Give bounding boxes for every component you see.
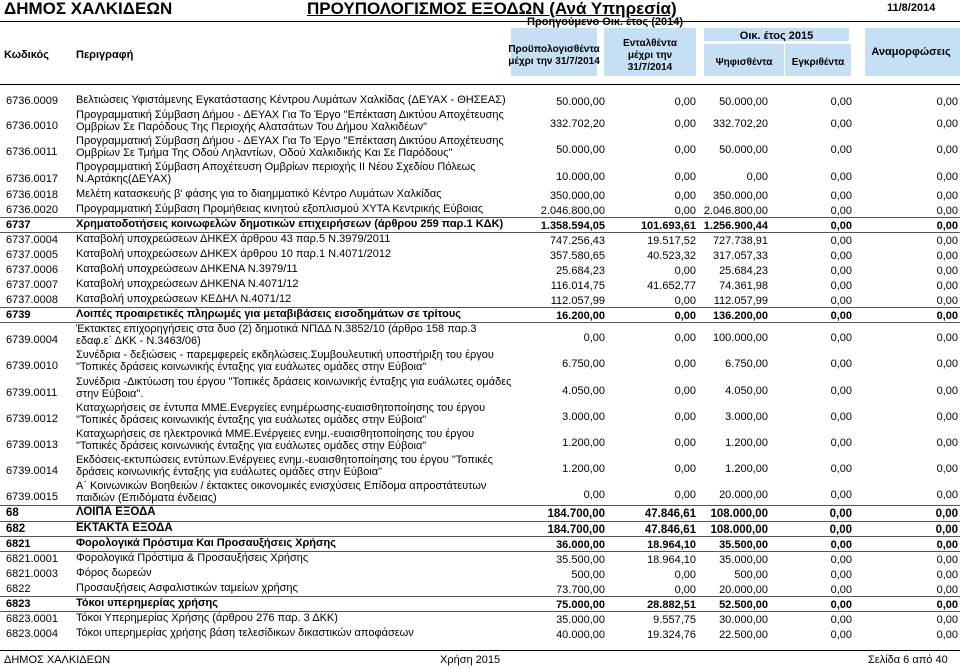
row-code: 6736.0020 — [6, 203, 58, 216]
row-code: 6821.0003 — [6, 567, 58, 580]
row-voted-value: 112.057,99 — [713, 295, 768, 308]
col-approved-header: Εγκριθέντα — [791, 57, 845, 68]
row-budget-value: 16.200,00 — [556, 310, 605, 323]
row-budget-value: 25.684,23 — [556, 264, 605, 277]
row-code: 6739.0012 — [6, 412, 58, 425]
row-budget-value: 184.700,00 — [547, 508, 605, 521]
row-description: παιδιών (Επιδόματα ένδειας) — [76, 492, 217, 505]
row-code: 6736.0009 — [6, 95, 58, 107]
row-revisions-value: 0,00 — [936, 144, 958, 157]
row-voted-value: 500,00 — [734, 568, 768, 581]
table-row — [0, 218, 960, 233]
table-row — [0, 233, 960, 248]
row-ordered-value: 0,00 — [674, 189, 696, 202]
row-revisions-value: 0,00 — [936, 463, 958, 476]
row-code: 6739 — [6, 309, 31, 322]
row-revisions-value: 0,00 — [936, 279, 958, 292]
row-approved-value: 0,00 — [830, 613, 852, 626]
row-description: Ομβρίων Σε Παρόδους Της Περιοχής Αλατσάτων Του Δήμου Χαλκιδέων" — [76, 121, 428, 134]
row-description: Λοιπές προαιρετικές πληρωμές για μεταβιβάσεις εισοδημάτων σε τρίτους — [76, 308, 461, 321]
table-row — [0, 135, 960, 161]
col-revisions-header: Αναμορφώσεις — [871, 46, 951, 58]
table-row — [0, 293, 960, 308]
row-approved-value: 0,00 — [830, 628, 852, 641]
table-row — [0, 480, 960, 506]
row-approved-value: 0,00 — [830, 249, 852, 262]
col-code-header: Κωδικός — [4, 49, 49, 61]
footer-year: Χρήση 2015 — [440, 654, 501, 666]
row-ordered-value: 19.324,76 — [647, 628, 696, 641]
row-description: Τόκοι υπερημερίας χρήσης — [76, 596, 218, 609]
row-budget-value: 50.000,00 — [556, 96, 605, 108]
row-voted-value: 0,00 — [746, 170, 768, 183]
row-code: 6739.0011 — [6, 386, 58, 399]
row-revisions-value: 0,00 — [936, 189, 958, 202]
row-revisions-value: 0,00 — [936, 234, 958, 247]
row-ordered-value: 0,00 — [674, 96, 696, 108]
row-budget-value: 1.200,00 — [562, 437, 605, 449]
row-description: στην Εύβοια". — [76, 387, 144, 400]
col-desc-header: Περιγραφή — [76, 49, 134, 61]
row-code: 6737.0004 — [6, 233, 58, 246]
row-code: 682 — [6, 522, 26, 535]
row-description: Προγραμματική Σύμβαση Αποχέτευση Ομβρίων περιοχής ΙΙ Νέου Σχεδίου Πόλεως — [76, 161, 476, 174]
row-code: 6821.0001 — [6, 552, 58, 565]
row-ordered-value: 0,00 — [674, 568, 696, 581]
row-budget-value: 357.580,65 — [549, 249, 605, 262]
row-voted-value: 108.000,00 — [710, 523, 768, 536]
row-budget-value: 50.000,00 — [556, 144, 605, 157]
row-voted-value: 1.200,00 — [725, 437, 768, 449]
row-ordered-value: 0,00 — [674, 358, 696, 371]
table-row — [0, 94, 960, 109]
row-budget-value: 1.358.594,05 — [540, 219, 605, 232]
row-budget-value: 0,00 — [583, 489, 605, 502]
header-rule — [0, 21, 960, 22]
row-ordered-value: 47.846,61 — [644, 508, 696, 521]
row-revisions-value: 0,00 — [935, 523, 958, 536]
row-description: Μελέτη κατασκευής β' φάσης για το διαημματικό Κέντρο Λυμάτων Χαλκίδας — [76, 187, 442, 200]
row-approved-value: 0,00 — [830, 96, 852, 108]
row-voted-value: 136.200,00 — [712, 310, 768, 323]
row-budget-value: 35.000,00 — [556, 613, 605, 626]
row-voted-value: 350.000,00 — [712, 189, 768, 202]
row-description: Βελτιώσεις Υφιστάμενης Εγκατάστασης Κέντρου Λυμάτων Χαλκίδας (ΔΕΥΑΧ - ΘΗΣΕΑΣ) — [76, 94, 506, 106]
row-description: Καταβολή υποχρεώσεων ΚΕΔΗΛ Ν.4071/12 — [76, 293, 292, 306]
row-ordered-value: 40.523,32 — [647, 249, 696, 262]
row-revisions-value: 0,00 — [936, 332, 958, 345]
table-row — [0, 203, 960, 218]
row-description: "Τοπικές δράσεις κοινωνικής ένταξης για ευάλωτες ομάδες στην Εύβοια" — [76, 413, 427, 426]
row-description: Φόρος δωρεών — [76, 566, 152, 579]
col-voted-header: Ψηφισθέντα — [715, 57, 773, 68]
row-description: Προγραμματική Σύμβαση Δήμου - ΔΕΥΑΧ Για Το Έργο "Επέκταση Δικτύου Αποχέτευσης — [76, 109, 504, 122]
row-revisions-value: 0,00 — [936, 384, 958, 397]
row-description: δράσεις κοινωνικής ένταξης για ευάλωτες ομάδες στην Εύβοια" — [76, 466, 383, 479]
table-row — [0, 188, 960, 203]
row-approved-value: 0,00 — [830, 489, 852, 502]
row-voted-value: 727.738,91 — [712, 234, 768, 247]
row-approved-value: 0,00 — [830, 437, 852, 449]
row-revisions-value: 0,00 — [936, 489, 958, 502]
row-approved-value: 0,00 — [829, 508, 852, 521]
footer-page: Σελίδα 6 από 40 — [868, 654, 948, 666]
row-ordered-value: 0,00 — [674, 583, 696, 596]
row-approved-value: 0,00 — [830, 553, 852, 566]
row-budget-value: 2.046.800,00 — [540, 204, 605, 217]
row-ordered-value: 0,00 — [674, 410, 696, 423]
row-approved-value: 0,00 — [830, 279, 852, 292]
row-ordered-value: 19.517,52 — [647, 234, 696, 247]
row-code: 6736.0017 — [6, 172, 58, 185]
row-voted-value: 50.000,00 — [719, 144, 768, 157]
table-row — [0, 109, 960, 135]
prev-year-label: Προηγούμενο Οικ. έτος (2014) — [527, 16, 683, 28]
footer-rule — [0, 650, 960, 651]
row-budget-value: 40.000,00 — [556, 628, 605, 641]
row-ordered-value: 101.693,61 — [640, 219, 696, 232]
row-approved-value: 0,00 — [830, 538, 852, 551]
table-row — [0, 582, 960, 597]
row-revisions-value: 0,00 — [936, 538, 958, 551]
row-voted-value: 2.046.800,00 — [703, 204, 768, 217]
row-budget-value: 500,00 — [571, 568, 605, 581]
row-budget-value: 36.000,00 — [556, 538, 605, 551]
row-ordered-value: 0,00 — [674, 437, 696, 449]
row-budget-value: 184.700,00 — [547, 523, 605, 536]
group-rule — [0, 596, 960, 597]
curr-year-label: Οικ. έτος 2015 — [739, 30, 814, 42]
row-description: Εκδόσεις-εκτυπώσεις εντύπων.Ενέργειες ενημ.-ευαισθητοποίησης του έργου "Τοπικές — [76, 454, 493, 467]
row-revisions-value: 0,00 — [936, 583, 958, 596]
row-approved-value: 0,00 — [829, 523, 852, 536]
row-ordered-value: 0,00 — [674, 295, 696, 308]
page-title-left: ΔΗΜΟΣ ΧΑΛΚΙΔΕΩΝ — [4, 0, 173, 18]
col-ordered-header: Ενταλθέντα μέχρι την 31/7/2014 — [623, 38, 677, 73]
row-budget-value: 10.000,00 — [556, 170, 605, 183]
row-approved-value: 0,00 — [830, 410, 852, 423]
row-budget-value: 1.200,00 — [562, 463, 605, 476]
row-approved-value: 0,00 — [830, 264, 852, 277]
row-ordered-value: 47.846,61 — [644, 523, 696, 536]
row-revisions-value: 0,00 — [936, 613, 958, 626]
row-code: 6736.0011 — [6, 146, 58, 159]
row-code: 6736.0018 — [6, 188, 58, 201]
table-row — [0, 454, 960, 480]
table-row — [0, 506, 960, 521]
row-revisions-value: 0,00 — [936, 264, 958, 277]
row-revisions-value: 0,00 — [936, 358, 958, 371]
row-voted-value: 52.500,00 — [719, 598, 768, 611]
row-ordered-value: 0,00 — [674, 384, 696, 397]
table-row — [0, 612, 960, 627]
row-description: Καταβολή υποχρεώσεων ΔΗΚΕΧ άρθρου 10 παρ.1 Ν.4071/2012 — [76, 247, 392, 260]
row-budget-value: 332.702,20 — [549, 118, 605, 131]
row-revisions-value: 0,00 — [936, 553, 958, 566]
row-code: 6736.0010 — [6, 120, 58, 133]
row-approved-value: 0,00 — [830, 463, 852, 476]
row-approved-value: 0,00 — [830, 384, 852, 397]
row-revisions-value: 0,00 — [936, 437, 958, 449]
row-voted-value: 35.000,00 — [719, 553, 768, 566]
row-code: 6739.0015 — [6, 491, 58, 504]
row-code: 6823.0004 — [6, 627, 58, 640]
row-code: 6737.0005 — [6, 248, 58, 261]
table-row — [0, 567, 960, 582]
row-revisions-value: 0,00 — [936, 219, 958, 232]
row-revisions-value: 0,00 — [936, 204, 958, 217]
row-voted-value: 35.500,00 — [719, 538, 768, 551]
table-row — [0, 349, 960, 375]
row-description: Συνέδρια - δεξιώσεις - παρεμφερείς εκδηλώσεις.Συμβουλευτική υποστήριξη του έργου — [76, 349, 494, 362]
row-description: Α΄ Κοινωνικών Βοηθειών / έκτακτες οικονομικές ενισχύσεις Επίδομα απροστάτευτων — [76, 480, 487, 493]
row-code: 6737.0006 — [6, 263, 58, 276]
row-approved-value: 0,00 — [830, 310, 852, 323]
row-code: 6823 — [6, 597, 31, 610]
row-revisions-value: 0,00 — [935, 508, 958, 521]
row-ordered-value: 0,00 — [674, 144, 696, 157]
row-voted-value: 20.000,00 — [719, 489, 768, 502]
row-code: 6739.0014 — [6, 465, 58, 478]
row-description: Φορολογικά Πρόστιμα & Προσαυξήσεις Χρήσης — [76, 551, 309, 564]
row-code: 6739.0013 — [6, 439, 58, 451]
row-voted-value: 332.702,20 — [712, 118, 768, 131]
row-voted-value: 3.000,00 — [725, 410, 768, 423]
row-approved-value: 0,00 — [830, 583, 852, 596]
row-approved-value: 0,00 — [830, 234, 852, 247]
row-revisions-value: 0,00 — [936, 628, 958, 641]
row-voted-value: 30.000,00 — [719, 613, 768, 626]
table-row — [0, 323, 960, 349]
row-description: Χρηματοδοτήσεις κοινωφελών δημοτικών επιχειρήσεων (άρθρου 259 παρ.1 ΚΔΚ) — [76, 217, 504, 230]
row-description: Ομβρίων Σε Τμήμα Της Οδού Ληλαντίων, Οδού Χαλκιδικής Και Σε Παρόδους" — [76, 147, 453, 160]
group-rule — [0, 307, 960, 308]
row-code: 6823.0001 — [6, 612, 58, 625]
row-voted-value: 50.000,00 — [719, 96, 768, 108]
row-description: Προσαυξήσεις Ασφαλιστικών ταμείων χρήσης — [76, 581, 298, 594]
row-budget-value: 73.700,00 — [556, 583, 605, 596]
row-ordered-value: 41.652,77 — [647, 279, 696, 292]
row-budget-value: 4.050,00 — [562, 384, 605, 397]
row-description: Καταβολή υποχρεώσεων ΔΗΚΕΝΑ Ν.3979/11 — [76, 262, 298, 275]
footer-org: ΔΗΜΟΣ ΧΑΛΚΙΔΕΩΝ — [4, 654, 111, 666]
group-rule — [0, 521, 960, 522]
table-row — [0, 627, 960, 642]
row-budget-value: 747.256,43 — [549, 234, 605, 247]
row-approved-value: 0,00 — [830, 219, 852, 232]
row-description: Φορολογικά Πρόστιμα Και Προσαυξήσεις Χρήσης — [76, 536, 336, 549]
row-voted-value: 4.050,00 — [725, 384, 768, 397]
row-code: 6821 — [6, 537, 31, 550]
row-description: Καταχωρήσεις σε έντυπα ΜΜΕ.Ενεργείες ενημέρωσης-ευαισθητοποίησης του έργου — [76, 401, 486, 414]
row-ordered-value: 18.964,10 — [647, 553, 696, 566]
row-voted-value: 1.256.900,44 — [703, 219, 768, 232]
row-budget-value: 6.750,00 — [562, 358, 605, 371]
row-approved-value: 0,00 — [830, 144, 852, 157]
row-approved-value: 0,00 — [830, 118, 852, 131]
row-voted-value: 6.750,00 — [725, 358, 768, 371]
row-revisions-value: 0,00 — [936, 249, 958, 262]
row-ordered-value: 0,00 — [674, 118, 696, 131]
table-row — [0, 428, 960, 454]
row-budget-value: 3.000,00 — [562, 410, 605, 423]
row-code: 6737 — [6, 218, 31, 231]
table-row — [0, 537, 960, 552]
row-description: Συνέδρια -Δικτύωση του έργου "Τοπικές δράσεις κοινωνικής ένταξης για ευάλωτες ομάδες — [76, 375, 512, 388]
page-title: ΠΡΟΥΠΟΛΟΓΙΣΜΟΣ ΕΞΟΔΩΝ (Ανά Υπηρεσία) — [307, 0, 677, 18]
row-revisions-value: 0,00 — [936, 295, 958, 308]
row-budget-value: 35.500,00 — [556, 553, 605, 566]
row-revisions-value: 0,00 — [936, 96, 958, 108]
row-description: Προγραμματική Σύμβαση Προμήθειας κινητού εξοπλισμού ΧΥΤΑ Κεντρικής Εύβοιας — [76, 202, 484, 215]
table-row — [0, 248, 960, 263]
row-voted-value: 22.500,00 — [719, 628, 768, 641]
row-description: ΛΟΙΠΑ ΕΞΟΔΑ — [76, 506, 156, 519]
row-ordered-value: 0,00 — [674, 310, 696, 323]
row-code: 6737.0008 — [6, 294, 58, 307]
row-code: 6737.0007 — [6, 278, 58, 291]
table-row — [0, 161, 960, 187]
row-voted-value: 108.000,00 — [710, 508, 768, 521]
row-description: Καταχωρήσεις σε ηλεκτρονικά ΜΜΕ.Ενέργειες ενημ.-ευαισθητοποίησης του έργου — [76, 427, 475, 440]
row-description: Τόκοι Υπερημερίας Χρήσης (άρθρου 276 παρ. 3 ΔΚΚ) — [76, 611, 338, 624]
row-voted-value: 20.000,00 — [719, 583, 768, 596]
row-ordered-value: 0,00 — [674, 332, 696, 345]
row-approved-value: 0,00 — [830, 170, 852, 183]
group-rule — [0, 505, 960, 506]
table-row — [0, 402, 960, 428]
row-revisions-value: 0,00 — [936, 310, 958, 323]
row-description: Έκτακτες επιχορηγήσεις στα δυο (2) δημοτικά ΝΠΔΔ Ν.3852/10 (άρθρο 158 παρ.3 — [76, 323, 477, 336]
group-rule — [0, 217, 960, 218]
row-code: 6739.0010 — [6, 360, 58, 373]
row-revisions-value: 0,00 — [936, 598, 958, 611]
row-ordered-value: 0,00 — [674, 463, 696, 476]
row-voted-value: 100.000,00 — [712, 332, 768, 345]
row-revisions-value: 0,00 — [936, 568, 958, 581]
group-rule — [0, 536, 960, 537]
row-description: εδαφ.ε΄ ΔΚΚ - Ν.3463/06) — [76, 335, 201, 348]
row-ordered-value: 0,00 — [674, 204, 696, 217]
row-budget-value: 0,00 — [583, 332, 605, 345]
row-approved-value: 0,00 — [830, 332, 852, 345]
row-voted-value: 25.684,23 — [719, 264, 768, 277]
table-row — [0, 597, 960, 612]
row-revisions-value: 0,00 — [936, 118, 958, 131]
table-row — [0, 376, 960, 402]
row-ordered-value: 18.964,10 — [647, 538, 696, 551]
table-row — [0, 552, 960, 567]
row-description: Καταβολή υποχρεώσεων ΔΗΚΕΝΑ Ν.4071/12 — [76, 277, 299, 290]
row-ordered-value: 0,00 — [674, 264, 696, 277]
row-description: Καταβολή υποχρεώσεων ΔΗΚΕΧ άρθρου 43 παρ.5 Ν.3979/2011 — [76, 232, 391, 245]
row-voted-value: 74.361,98 — [719, 279, 768, 292]
row-revisions-value: 0,00 — [936, 170, 958, 183]
table-row — [0, 263, 960, 278]
row-approved-value: 0,00 — [830, 295, 852, 308]
row-ordered-value: 28.882,51 — [647, 598, 696, 611]
row-voted-value: 317.057,33 — [712, 249, 768, 262]
row-approved-value: 0,00 — [830, 189, 852, 202]
row-description: "Τοπικές δράσεις κοινωνικής ένταξης για ευάλωτες ομάδες στην Εύβοια" — [76, 361, 427, 374]
row-code: 6739.0004 — [6, 334, 58, 347]
table-row — [0, 308, 960, 323]
row-budget-value: 75.000,00 — [556, 598, 605, 611]
row-revisions-value: 0,00 — [936, 410, 958, 423]
row-description: "Τοπικές δράσεις κοινωνικής ένταξης για ευάλωτες ομάδες στην Εύβοια" — [76, 439, 427, 452]
row-description: ΕΚΤΑΚΤΑ ΕΞΟΔΑ — [76, 521, 173, 534]
table-row — [0, 522, 960, 537]
row-code: 6822 — [6, 582, 31, 595]
row-approved-value: 0,00 — [830, 568, 852, 581]
row-budget-value: 112.057,99 — [550, 295, 605, 308]
row-budget-value: 350.000,00 — [549, 189, 605, 202]
row-approved-value: 0,00 — [830, 598, 852, 611]
print-date: 11/8/2014 — [887, 2, 936, 14]
row-description: Τόκοι υπερημερίας χρήσης βάση τελεσίδικων δικαστικών αποφάσεων — [76, 626, 414, 639]
row-ordered-value: 0,00 — [674, 170, 696, 183]
row-ordered-value: 9.557,75 — [653, 613, 696, 626]
row-ordered-value: 0,00 — [674, 489, 696, 502]
row-approved-value: 0,00 — [830, 204, 852, 217]
row-budget-value: 116.014,75 — [550, 279, 605, 292]
col-budget-header: Προϋπολογισθέντα μέχρι την 31/7/2014 — [508, 44, 600, 67]
row-approved-value: 0,00 — [830, 358, 852, 371]
row-code: 68 — [6, 507, 19, 520]
header-bottom-rule — [0, 84, 960, 85]
table-row — [0, 278, 960, 293]
row-description: Προγραμματική Σύμβαση Δήμου - ΔΕΥΑΧ Για Το Έργο "Επέκταση Δικτύου Αποχέτευσης — [76, 135, 504, 148]
row-description: Ν.Αρτάκης(ΔΕΥΑΧ) — [76, 173, 172, 186]
row-voted-value: 1.200,00 — [725, 463, 768, 476]
